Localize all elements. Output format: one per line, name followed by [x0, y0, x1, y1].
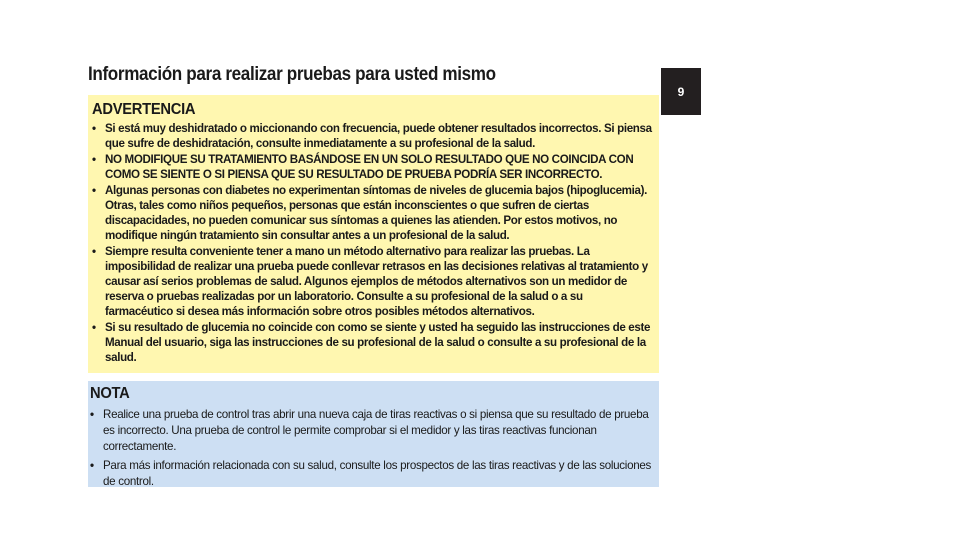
note-item-text: Realice una prueba de control tras abrir una nueva caja de tiras reactivas o si piensa que su resultado de prueba es incorrecto. Una prueba de control le permite comprobar si el medidor y las tiras reactivas funcionan correctamente.	[103, 408, 649, 453]
bullet-icon: •	[92, 321, 96, 334]
bullet-icon: •	[92, 122, 96, 135]
warning-item	[92, 244, 653, 319]
page-number: 9	[661, 68, 701, 115]
note-item	[90, 458, 653, 490]
bullet-icon: •	[92, 153, 96, 166]
note-item-text: Para más información relacionada con su salud, consulte los prospectos de las tiras reactivas y de las soluciones de control.	[103, 459, 652, 488]
warning-item-text: Si su resultado de glucemia no coincide con como se siente y usted ha seguido las instrucciones de este Manual del usuario, siga las instrucciones de su profesional de la salud o consulte a su profesional de la salud.	[105, 321, 651, 364]
note-heading: NOTA	[90, 385, 130, 402]
note-list	[90, 407, 653, 490]
page-title: Información para realizar pruebas para usted mismo	[88, 64, 496, 85]
bullet-icon: •	[90, 459, 94, 472]
warning-item	[92, 121, 653, 151]
note-item	[90, 407, 653, 455]
bullet-icon: •	[90, 408, 94, 421]
bullet-icon: •	[92, 245, 96, 258]
warning-item	[92, 183, 653, 243]
warning-item-text: Si está muy deshidratado o miccionando con frecuencia, puede obtener resultados incorrectos. Si piensa que sufre de deshidratación, consulte inmediatamente a su profesional de la salud.	[105, 122, 652, 150]
warning-heading: ADVERTENCIA	[92, 101, 196, 118]
warning-box	[88, 95, 659, 373]
warning-item	[92, 320, 653, 365]
warning-item-text: NO MODIFIQUE SU TRATAMIENTO BASÁNDOSE EN UN SOLO RESULTADO QUE NO COINCIDA CON COMO SE SIENTE O SI PIENSA QUE SU RESULTADO DE PRUEBA PODRÍA SER INCORRECTO.	[105, 153, 634, 181]
warning-item-text: Algunas personas con diabetes no experimentan síntomas de niveles de glucemia bajos (hipoglucemia). Otras, tales como niños pequeños, personas que están inconscientes o que sufren de ciertas discapacidades, no pueden comunicar sus síntomas a quienes las atienden. Por estos motivos, no modifique ningún tratamiento sin consultar antes a un profesional de la salud.	[105, 184, 647, 242]
bullet-icon: •	[92, 184, 96, 197]
warning-list	[92, 121, 653, 365]
warning-item-text: Siempre resulta conveniente tener a mano un método alternativo para realizar las pruebas. La imposibilidad de realizar una prueba puede conllevar retrasos en las decisiones relativas al tratamiento y causar así serios problemas de salud. Algunos ejemplos de métodos alternativos son un medidor de reserva o pruebas realizadas por un laboratorio. Consulte a su profesional de la salud o a su farmacéutico si desea más información sobre otros posibles métodos alternativos.	[105, 245, 648, 318]
note-box	[88, 381, 659, 487]
warning-item	[92, 152, 653, 182]
